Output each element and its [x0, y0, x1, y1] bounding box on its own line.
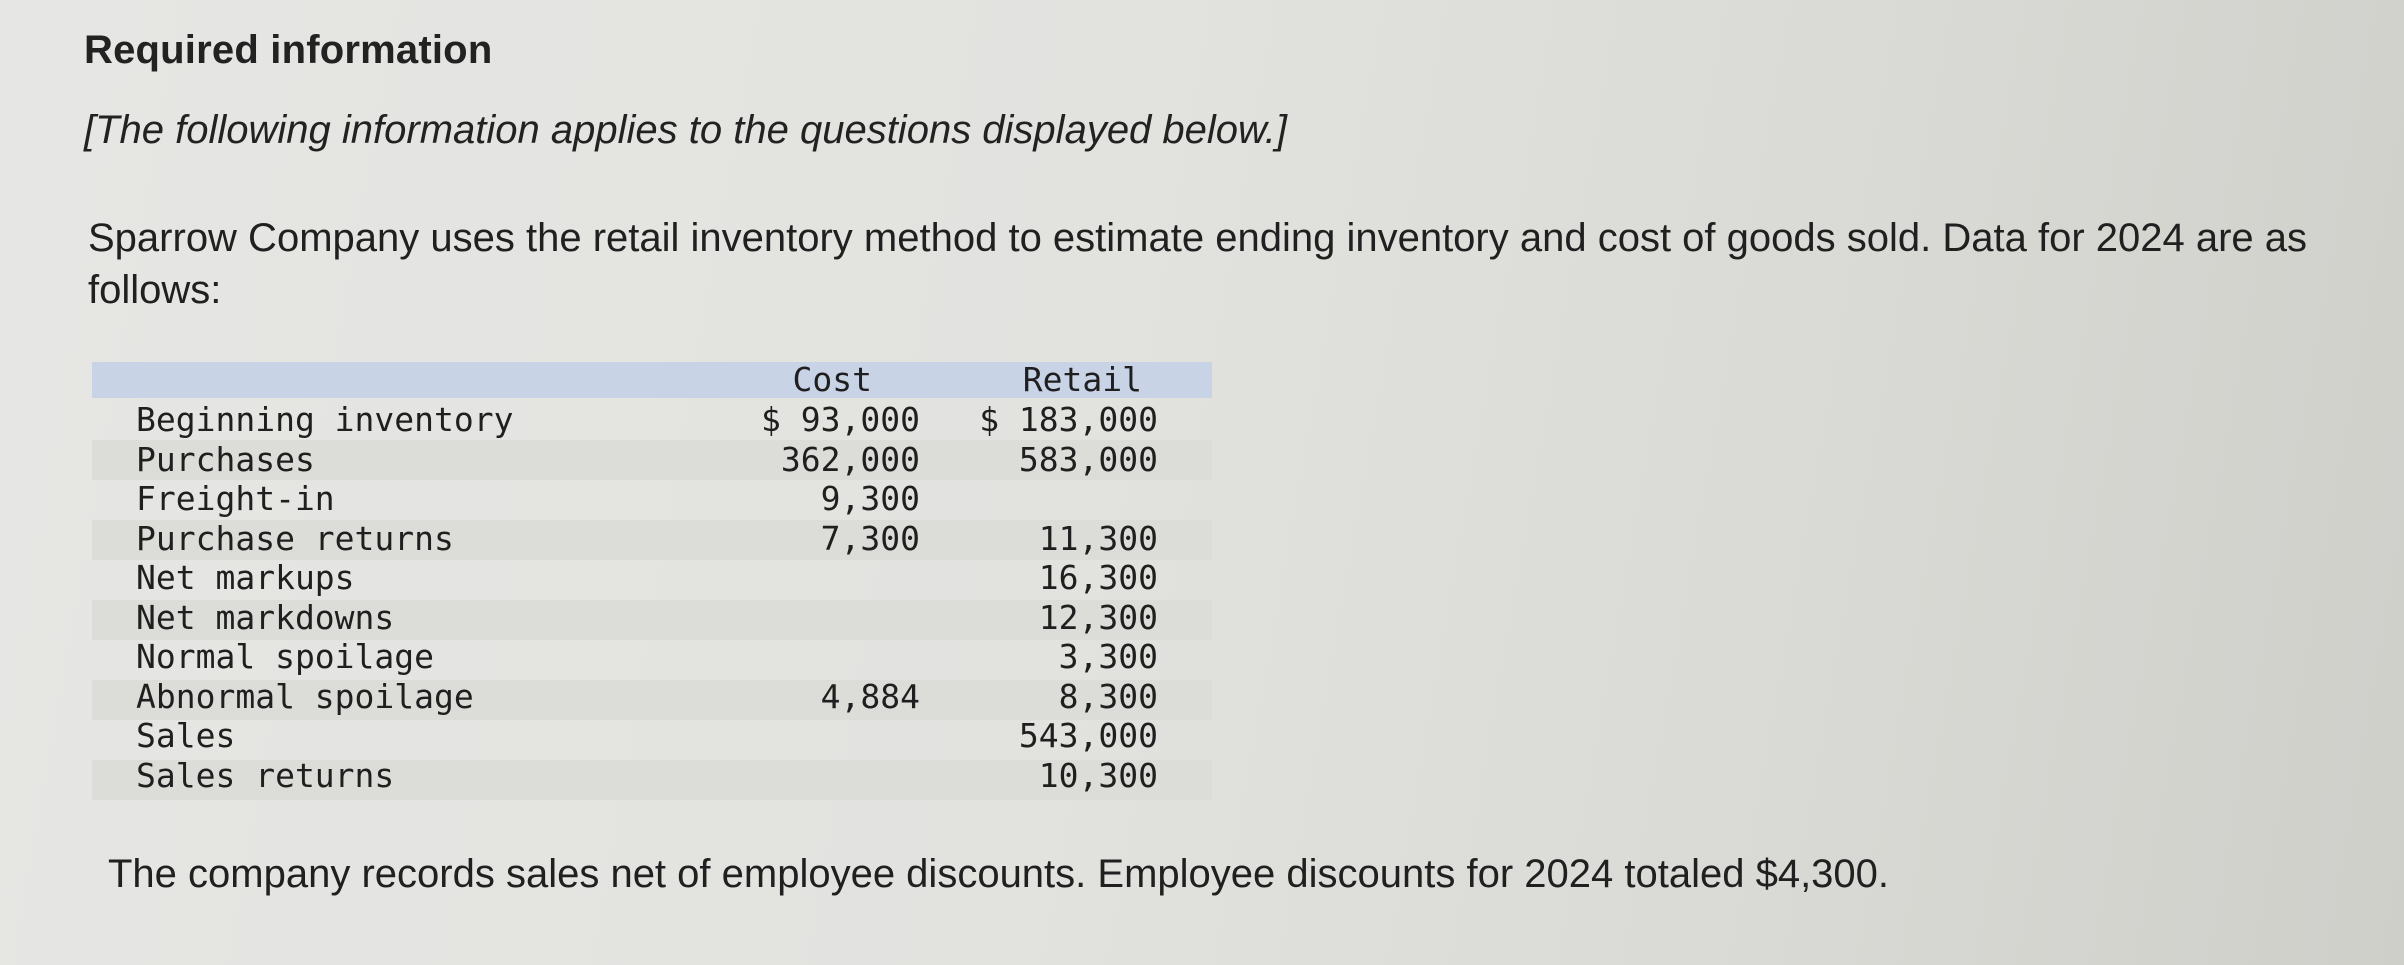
table-body	[92, 360, 1212, 795]
table-row	[92, 440, 1212, 480]
retail-value: 3,300	[1058, 637, 1158, 676]
cost-value: 362,000	[780, 439, 920, 479]
table-header-row	[92, 360, 1212, 400]
row-label: Net markups	[136, 558, 355, 597]
row-label: Purchase returns	[136, 518, 454, 558]
row-label: Net markdowns	[136, 597, 395, 637]
row-label: Freight-in	[136, 479, 335, 518]
table-row	[92, 677, 1212, 717]
table-row	[92, 519, 1212, 559]
table-row	[92, 598, 1212, 638]
row-label: Purchases	[136, 439, 315, 479]
inventory-data-table	[92, 360, 1212, 808]
row-label: Abnormal spoilage	[136, 676, 474, 716]
cost-value: 4,884	[820, 676, 920, 716]
retail-value: $ 183,000	[979, 400, 1158, 439]
table-row	[92, 479, 1212, 519]
row-label: Normal spoilage	[136, 637, 435, 676]
table-row	[92, 400, 1212, 440]
row-label: Sales	[136, 716, 236, 755]
page-title: Required information	[84, 28, 493, 72]
cost-value: 7,300	[820, 518, 920, 558]
retail-value: 11,300	[1038, 518, 1158, 558]
intro-paragraph: Sparrow Company uses the retail inventory method to estimate ending inventory and cost of goods sold. Data for 2024 are as follows:	[88, 216, 2308, 312]
retail-value: 10,300	[1038, 755, 1158, 795]
row-label: Sales returns	[136, 755, 395, 795]
retail-value: 8,300	[1058, 676, 1158, 716]
retail-value: 16,300	[1038, 558, 1158, 597]
retail-value: 583,000	[1018, 439, 1158, 479]
cost-value: $ 93,000	[761, 400, 920, 439]
info-note: [The following information applies to the questions displayed below.]	[84, 108, 1287, 152]
row-label: Beginning inventory	[136, 400, 514, 439]
table-row	[92, 558, 1212, 598]
table-row	[92, 637, 1212, 677]
table-row	[92, 716, 1212, 756]
column-header-retail: Retail	[1022, 360, 1142, 399]
cost-value: 9,300	[820, 479, 920, 518]
table-row	[92, 756, 1212, 796]
footer-note: The company records sales net of employee discounts. Employee discounts for 2024 totaled $4,300.	[108, 852, 1890, 896]
retail-value: 543,000	[1018, 716, 1158, 755]
retail-value: 12,300	[1038, 597, 1158, 637]
column-header-cost: Cost	[792, 360, 872, 399]
